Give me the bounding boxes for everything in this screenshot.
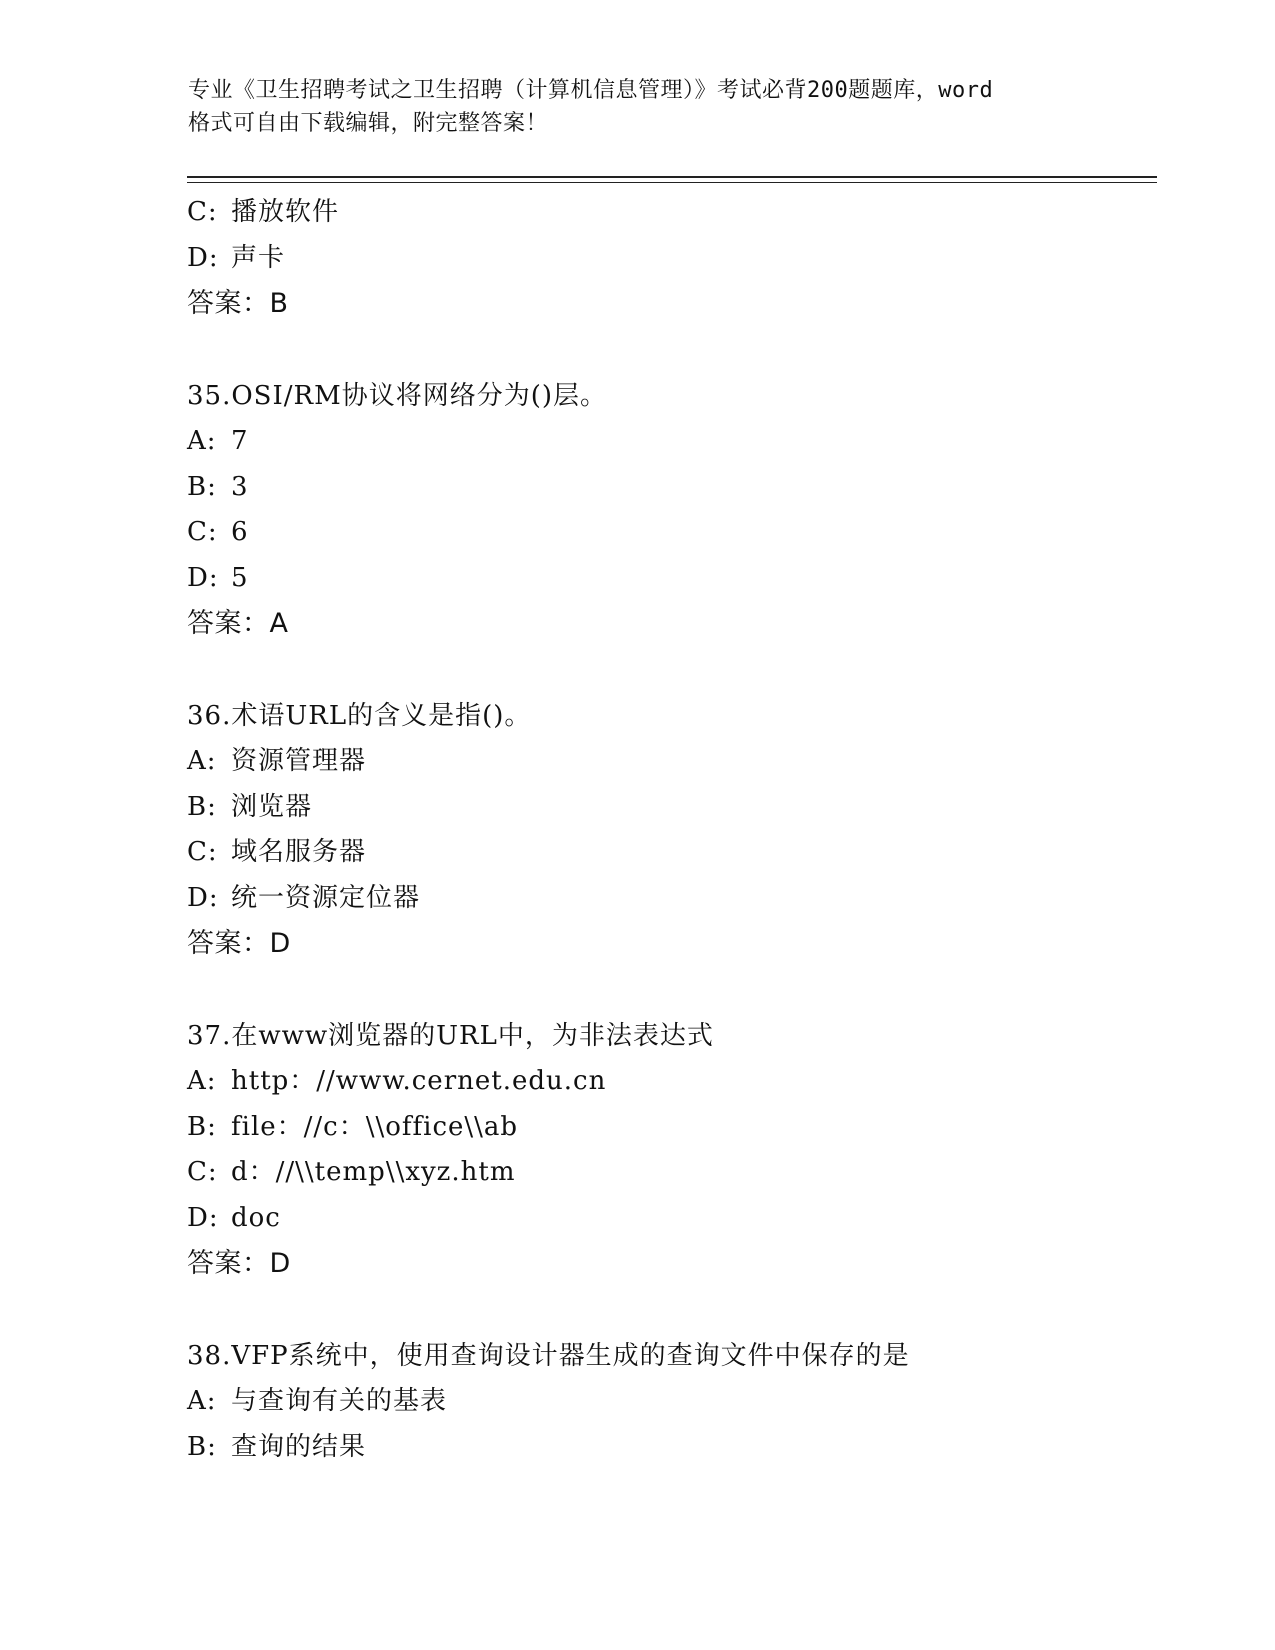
- option-d: [187, 236, 1147, 282]
- option-text: d：//\\temp\\xyz.htm: [231, 1157, 516, 1187]
- option-text: 7: [231, 426, 249, 456]
- option-label: B:: [187, 1111, 217, 1142]
- option-label: B:: [187, 791, 217, 822]
- answer-line: 答案：A: [187, 608, 289, 639]
- option-label: D:: [187, 882, 219, 913]
- option-b: [187, 785, 1147, 831]
- option-c: [187, 190, 1147, 236]
- option-c: [187, 510, 1147, 556]
- option-d: [187, 1196, 1147, 1242]
- option-label: C:: [187, 1157, 218, 1187]
- option-text: 3: [231, 471, 249, 502]
- option-label: A:: [187, 1066, 217, 1096]
- question-spacer: [187, 1287, 1147, 1334]
- option-text: 资源管理器: [231, 746, 367, 776]
- option-a: [187, 739, 1147, 785]
- option-label: B:: [187, 1431, 217, 1462]
- option-label: A:: [187, 1386, 217, 1416]
- option-text: doc: [231, 1202, 281, 1233]
- option-d: [187, 556, 1147, 602]
- answer-line: 答案：B: [187, 288, 289, 319]
- option-b: [187, 465, 1147, 511]
- header-line-1: 专业《卫生招聘考试之卫生招聘（计算机信息管理）》考试必背200题题库，word: [188, 78, 994, 103]
- question-stem: 37.在www浏览器的URL中，为非法表达式: [187, 1020, 714, 1051]
- option-c: [187, 830, 1147, 876]
- option-label: D:: [187, 562, 219, 593]
- question-38: [187, 1334, 1147, 1471]
- question-carryover: [187, 190, 1147, 327]
- option-text: file：//c：\\office\\ab: [231, 1111, 519, 1142]
- option-label: C:: [187, 197, 218, 227]
- option-label: A:: [187, 426, 217, 456]
- option-b: [187, 1425, 1147, 1471]
- question-spacer: [187, 647, 1147, 694]
- option-text: 查询的结果: [231, 1431, 367, 1462]
- option-label: D:: [187, 242, 219, 273]
- option-text: 声卡: [231, 242, 286, 273]
- option-a: [187, 1379, 1147, 1425]
- option-label: A:: [187, 746, 217, 776]
- option-text: 与查询有关的基表: [231, 1386, 448, 1416]
- option-label: C:: [187, 517, 218, 547]
- option-label: B:: [187, 471, 217, 502]
- option-text: http：//www.cernet.edu.cn: [231, 1066, 607, 1096]
- option-label: D:: [187, 1202, 219, 1233]
- option-text: 浏览器: [231, 791, 313, 822]
- option-b: [187, 1105, 1147, 1151]
- header-divider-thick: [187, 176, 1157, 178]
- question-spacer: [187, 967, 1147, 1014]
- question-spacer: [187, 327, 1147, 374]
- answer-line: 答案：D: [187, 928, 291, 959]
- header-divider-thin: [187, 182, 1157, 183]
- question-36: [187, 694, 1147, 967]
- option-text: 统一资源定位器: [231, 882, 421, 913]
- option-text: 域名服务器: [231, 837, 367, 867]
- option-text: 6: [231, 517, 249, 547]
- header-line-2: 格式可自由下载编辑，附完整答案！: [188, 111, 549, 136]
- option-label: C:: [187, 837, 218, 867]
- question-37: [187, 1014, 1147, 1287]
- option-a: [187, 419, 1147, 465]
- question-stem: 35.OSI/RM协议将网络分为()层。: [187, 380, 607, 411]
- option-d: [187, 876, 1147, 922]
- question-list: [187, 190, 1147, 1470]
- option-a: [187, 1059, 1147, 1105]
- question-35: [187, 374, 1147, 647]
- question-stem: 36.术语URL的含义是指()。: [187, 700, 532, 731]
- document-header: [188, 74, 1108, 140]
- option-text: 5: [231, 562, 249, 593]
- option-text: 播放软件: [231, 197, 340, 227]
- question-stem: 38.VFP系统中，使用查询设计器生成的查询文件中保存的是: [187, 1340, 910, 1371]
- answer-line: 答案：D: [187, 1248, 291, 1279]
- option-c: [187, 1150, 1147, 1196]
